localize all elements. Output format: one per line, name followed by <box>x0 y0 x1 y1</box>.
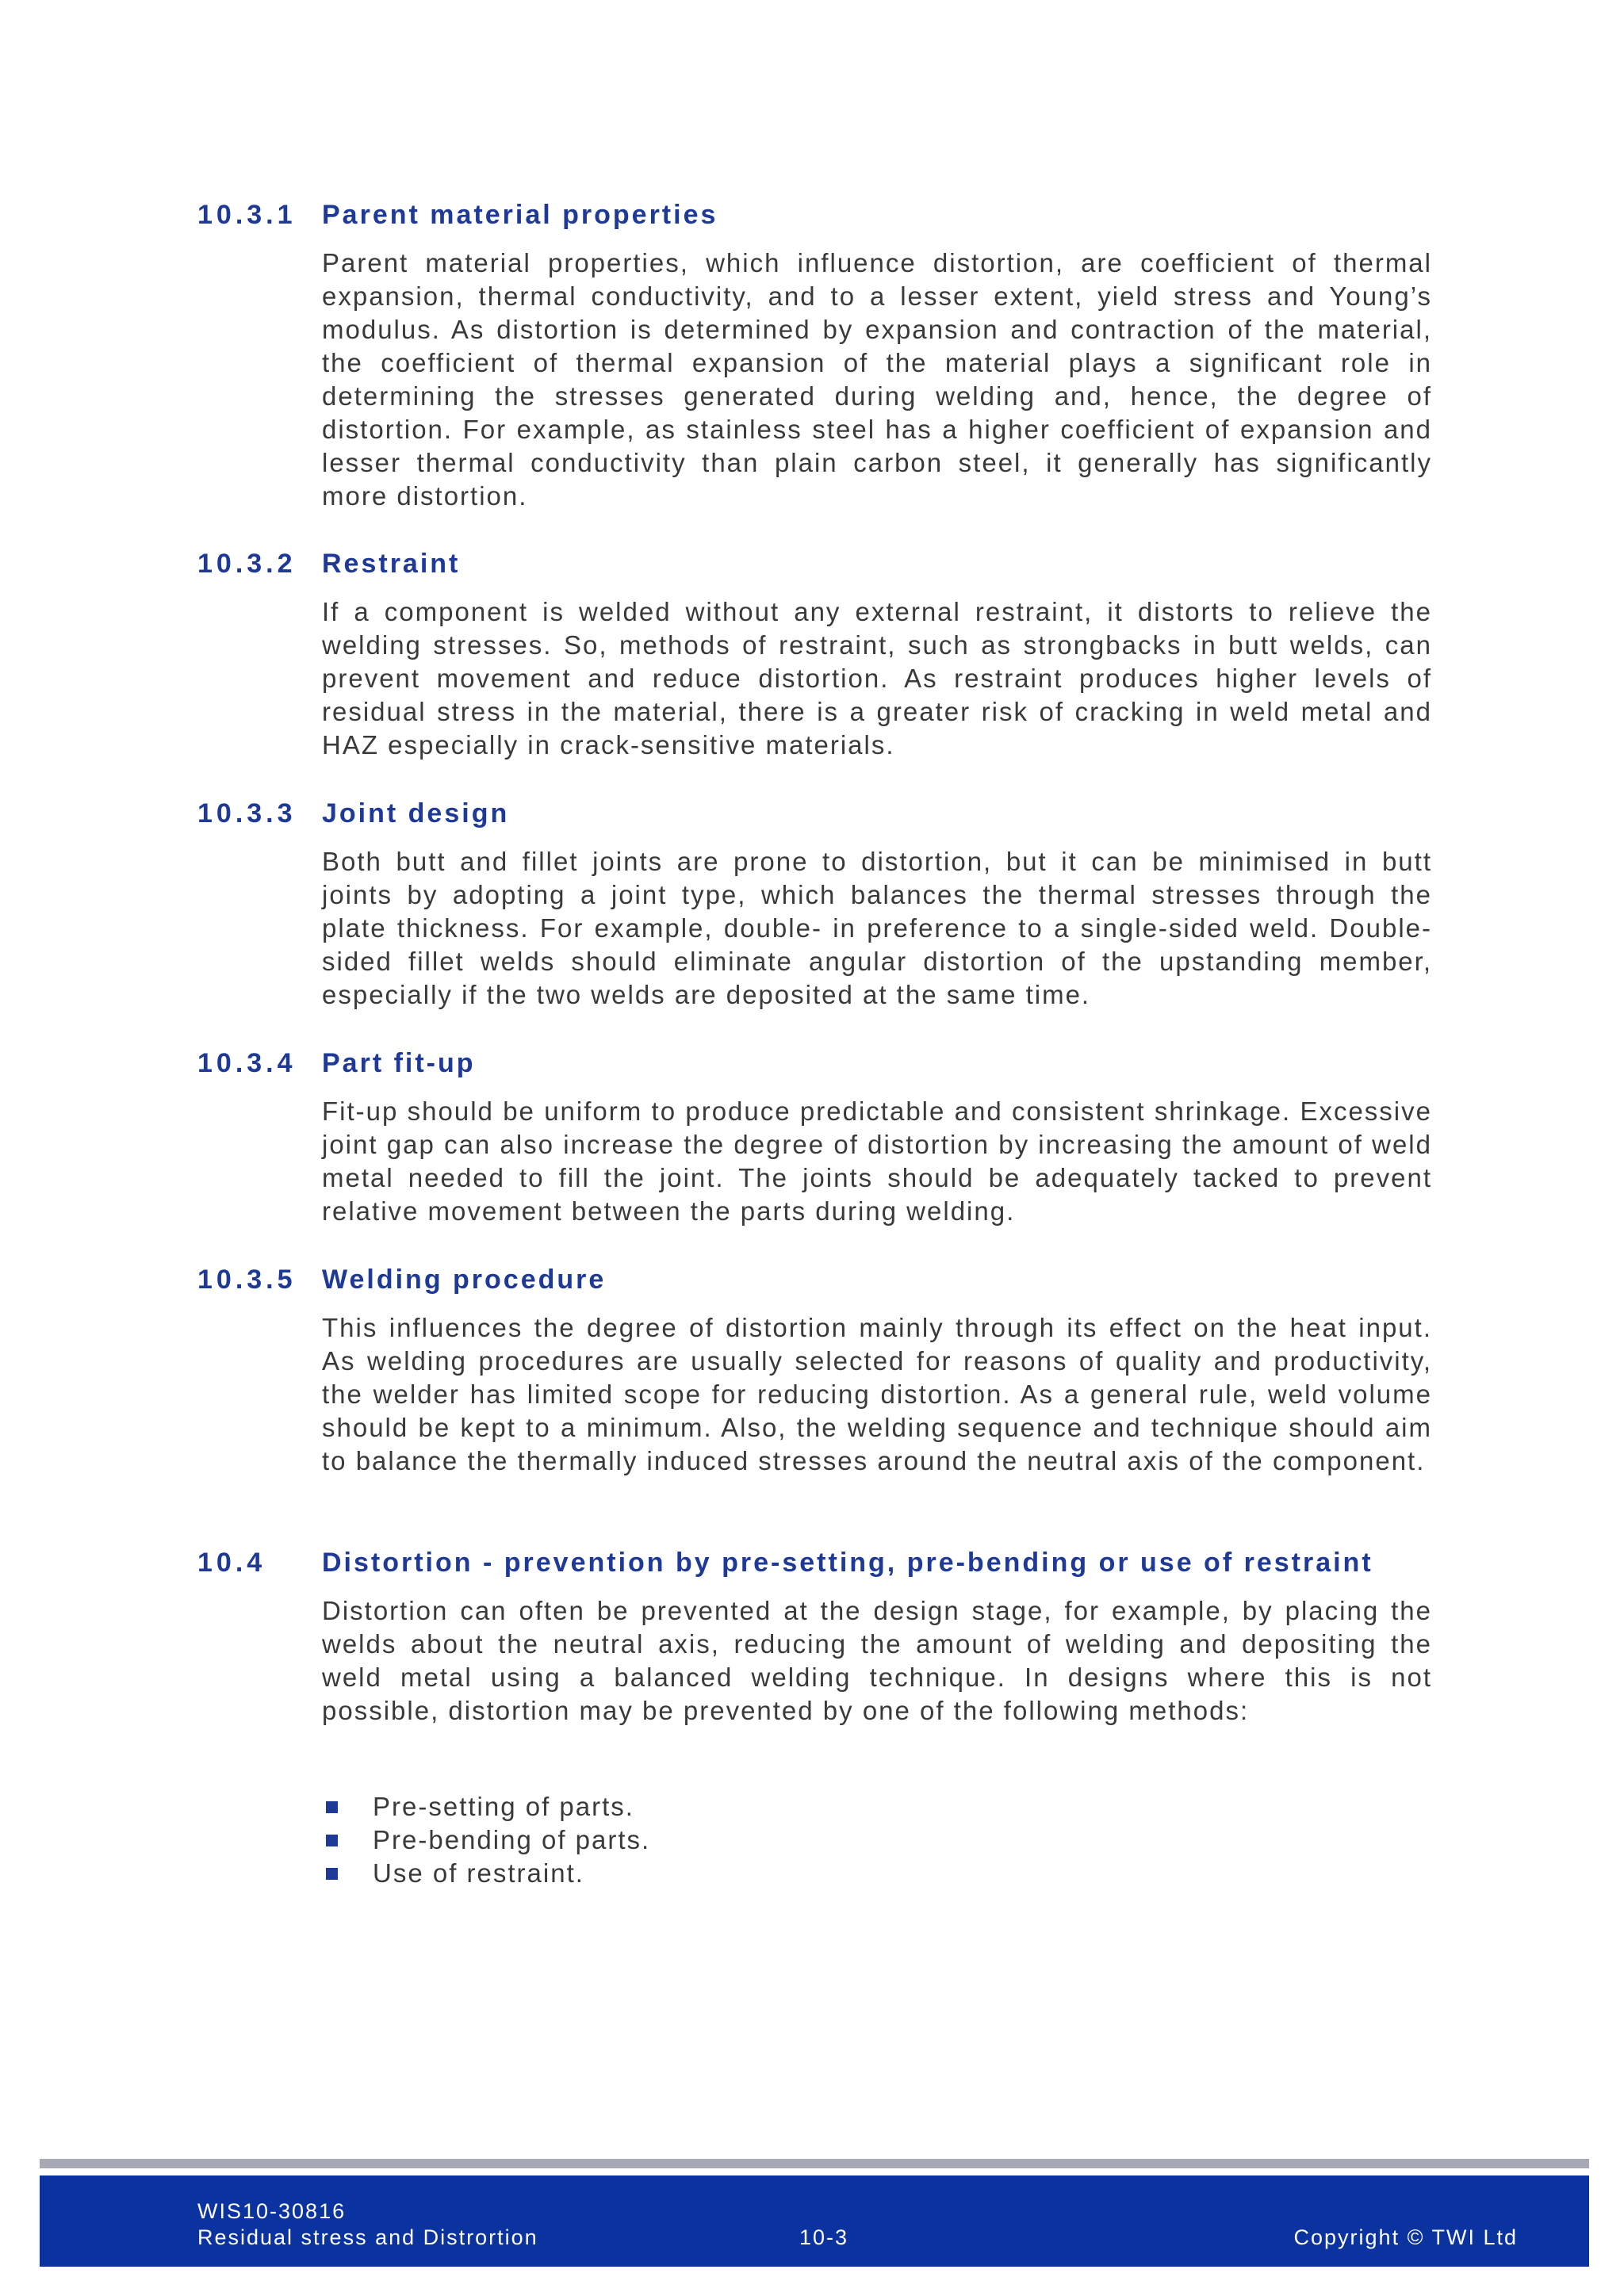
list-item-text: Pre-bending of parts. <box>373 1825 651 1854</box>
section-title: Joint design <box>322 798 510 828</box>
section-title: Distortion - prevention by pre-setting, pre-bending or use of restraint <box>322 1548 1373 1578</box>
section-body: This influences the degree of distortion mainly through its effect on the heat input. As welding procedures are usually selected for reasons of quality and productivity, the welder has limited scope for reducing distortion. As a general rule, weld volume should be kept to a minimum. Also, the welding sequence and technique should aim to balance the thermally induced stresses around the neutral axis of the component. <box>322 1313 1432 1475</box>
list-item <box>322 1823 650 1857</box>
section-body: Distortion can often be prevented at the design stage, for example, by placing the welds about the neutral axis, reducing the amount of welding and depositing the weld metal using a balanced welding technique. In designs where this is not possible, distortion may be prevented by one of the following methods: <box>322 1596 1432 1725</box>
square-bullet-icon <box>326 1835 338 1846</box>
square-bullet-icon <box>326 1868 338 1880</box>
section-number: 10.3.2 <box>197 549 297 579</box>
section-title: Part fit-up <box>322 1048 476 1078</box>
list-item <box>322 1790 650 1823</box>
list-item-text: Use of restraint. <box>373 1858 584 1888</box>
footer-copyright: Copyright © TWI Ltd <box>1293 2225 1518 2249</box>
page-footer <box>40 2175 1589 2267</box>
footer-doc-code: WIS10-30816 <box>197 2199 347 2223</box>
section-number: 10.3.5 <box>197 1265 297 1295</box>
section-body: Both butt and fillet joints are prone to distortion, but it can be minimised in butt joints by adopting a joint type, which balances the thermal stresses through the plate thickness. For example, double- in preference to a single-sided weld. Double-sided fillet welds should eliminate angular distortion of the upstanding member, especially if the two welds are deposited at the same time. <box>322 847 1432 1009</box>
section-body: If a component is welded without any external restraint, it distorts to relieve the welding stresses. So, methods of restraint, such as strongbacks in butt welds, can prevent movement and reduce distortion. As restraint produces higher levels of residual stress in the material, there is a greater risk of cracking in weld metal and HAZ especially in crack-sensitive materials. <box>322 597 1432 760</box>
section-number: 10.3.3 <box>197 798 297 828</box>
section-number: 10.3.4 <box>197 1048 297 1078</box>
footer-title: Residual stress and Distrortion <box>197 2225 538 2249</box>
list-item <box>322 1857 650 1890</box>
section-body: Parent material properties, which influence distortion, are coefficient of thermal expansion, thermal conductivity, and to a lesser extent, yield stress and Young’s modulus. As distortion is determined by expansion and contraction of the material, the coefficient of thermal expansion of the material plays a significant role in determining the stresses generated during welding and, hence, the degree of distortion. For example, as stainless steel has a higher coefficient of expansion and lesser thermal conductivity than plain carbon steel, it generally has significantly more distortion. <box>322 248 1432 511</box>
section-title: Restraint <box>322 549 461 579</box>
footer-divider <box>40 2159 1589 2168</box>
section-number: 10.4 <box>197 1548 266 1578</box>
section-title: Parent material properties <box>322 200 718 230</box>
list-item-text: Pre-setting of parts. <box>373 1792 634 1821</box>
square-bullet-icon <box>326 1801 338 1813</box>
section-body: Fit-up should be uniform to produce predictable and consistent shrinkage. Excessive joint gap can also increase the degree of distortion by increasing the amount of weld metal needed to fill the joint. The joints should be adequately tacked to prevent relative movement between the parts during welding. <box>322 1096 1432 1226</box>
section-title: Welding procedure <box>322 1265 607 1295</box>
method-list <box>322 1790 650 1890</box>
page-number: 10-3 <box>799 2225 849 2249</box>
section-number: 10.3.1 <box>197 200 297 230</box>
